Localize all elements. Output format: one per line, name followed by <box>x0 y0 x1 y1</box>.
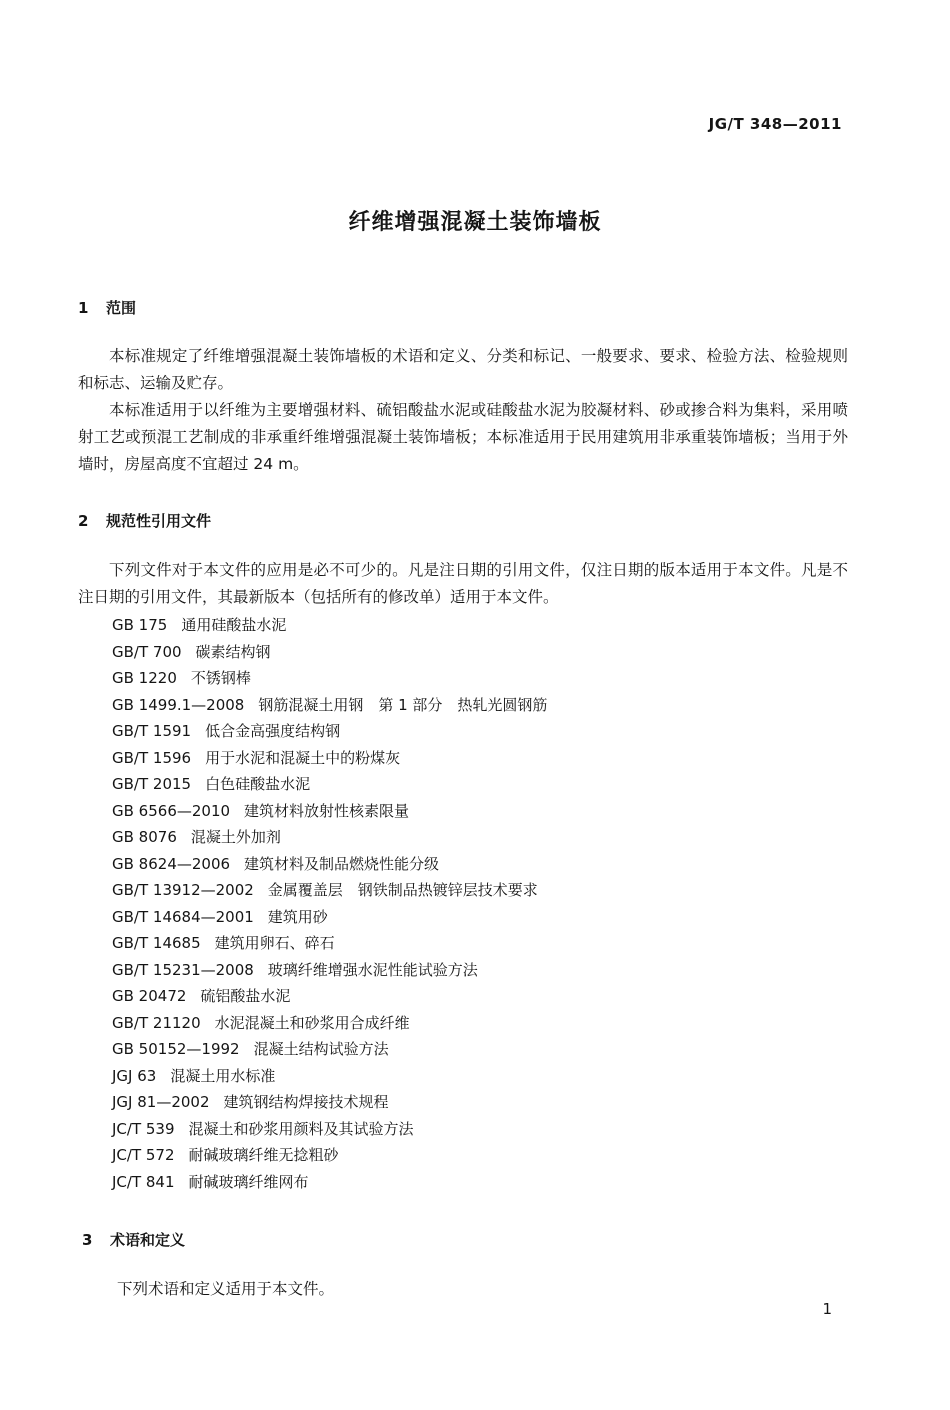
section-number: 1 <box>78 299 89 317</box>
section-number: 2 <box>78 512 89 530</box>
reference-title: 钢筋混凝土用钢 第 1 部分 热轧光圆钢筋 <box>258 695 548 714</box>
reference-code: GB 8076 <box>112 828 177 846</box>
reference-item <box>112 957 547 984</box>
reference-code: GB 6566—2010 <box>112 801 231 820</box>
section-2-heading <box>78 510 211 531</box>
reference-code: GB/T 1596 <box>112 748 192 767</box>
section-title: 范围 <box>106 299 137 317</box>
section-number: 3 <box>82 1231 93 1249</box>
section-3-paragraph-1: 下列术语和定义适用于本文件。 <box>117 1280 335 1298</box>
reference-item <box>112 718 547 745</box>
reference-title: 建筑钢结构焊接技术规程 <box>223 1093 389 1111</box>
reference-item <box>112 824 547 851</box>
reference-title: 建筑用卵石、碎石 <box>214 934 335 952</box>
reference-item <box>112 745 547 772</box>
reference-item <box>112 612 547 639</box>
reference-title: 用于水泥和混凝土中的粉煤灰 <box>205 748 401 767</box>
reference-code: GB/T 21120 <box>112 1013 201 1032</box>
reference-item <box>112 983 547 1010</box>
reference-item <box>112 639 547 666</box>
reference-title: 混凝土外加剂 <box>190 828 281 846</box>
reference-item <box>112 877 547 904</box>
document-title: 纤维增强混凝土装饰墙板 <box>348 210 602 235</box>
reference-title: 建筑材料及制品燃烧性能分级 <box>244 854 440 873</box>
reference-code: GB 50152—1992 <box>112 1040 240 1058</box>
reference-title: 混凝土用水标准 <box>170 1066 276 1085</box>
reference-code: GB/T 1591 <box>112 722 192 740</box>
reference-code: GB/T 2015 <box>112 775 192 793</box>
reference-code: GB/T 13912—2002 <box>112 881 254 899</box>
reference-code: JGJ 81—2002 <box>112 1093 210 1111</box>
reference-item <box>112 1169 547 1196</box>
reference-code: GB 20472 <box>112 987 187 1005</box>
section-title: 规范性引用文件 <box>106 512 212 530</box>
reference-item <box>112 904 547 931</box>
reference-title: 耐碱玻璃纤维无捻粗砂 <box>188 1146 339 1164</box>
reference-code: GB 8624—2006 <box>112 854 231 873</box>
reference-item <box>112 1116 547 1143</box>
reference-item <box>112 1036 547 1063</box>
reference-title: 通用硅酸盐水泥 <box>181 616 287 634</box>
reference-code: GB/T 700 <box>112 642 182 661</box>
reference-item <box>112 930 547 957</box>
reference-item <box>112 1142 547 1169</box>
reference-code: GB/T 14685 <box>112 934 201 952</box>
section-1-paragraph-2: 本标准适用于以纤维为主要增强材料、硫铝酸盐水泥或硅酸盐水泥为胶凝材料、砂或掺合料为集料，采用喷射工艺或预混工艺制成的非承重纤维增强混凝土装饰墙板；本标准适用于民用建筑用非承重装饰墙板；当用于外墙时，房屋高度不宜超过 24 m。 <box>78 401 848 473</box>
page-number: 1 <box>822 1300 832 1318</box>
reference-title: 耐碱玻璃纤维网布 <box>188 1172 309 1191</box>
reference-item <box>112 771 547 798</box>
section-1-heading <box>78 297 136 318</box>
reference-title: 不锈钢棒 <box>190 669 251 687</box>
reference-code: JC/T 572 <box>112 1146 175 1164</box>
reference-code: GB 1220 <box>112 669 177 687</box>
reference-code: GB/T 15231—2008 <box>112 960 254 979</box>
reference-title: 水泥混凝土和砂浆用合成纤维 <box>214 1013 410 1032</box>
section-1-paragraph-1: 本标准规定了纤维增强混凝土装饰墙板的术语和定义、分类和标记、一般要求、要求、检验方法、检验规则和标志、运输及贮存。 <box>78 347 848 392</box>
reference-code: JC/T 841 <box>112 1172 175 1191</box>
standard-code: JG/T 348—2011 <box>708 115 842 133</box>
reference-item <box>112 798 547 825</box>
reference-title: 金属覆盖层 钢铁制品热镀锌层技术要求 <box>267 881 538 899</box>
reference-title: 建筑用砂 <box>267 907 328 926</box>
section-2-paragraph-1: 下列文件对于本文件的应用是必不可少的。凡是注日期的引用文件，仅注日期的版本适用于本文件。凡是不注日期的引用文件，其最新版本（包括所有的修改单）适用于本文件。 <box>78 561 848 606</box>
reference-title: 玻璃纤维增强水泥性能试验方法 <box>267 960 478 979</box>
reference-item <box>112 1010 547 1037</box>
reference-title: 建筑材料放射性核素限量 <box>244 801 410 820</box>
reference-title: 碳素结构钢 <box>195 642 271 661</box>
reference-title: 混凝土和砂浆用颜料及其试验方法 <box>188 1119 414 1138</box>
reference-code: JC/T 539 <box>112 1119 175 1138</box>
reference-item <box>112 665 547 692</box>
reference-code: GB 175 <box>112 616 168 634</box>
reference-title: 白色硅酸盐水泥 <box>205 775 311 793</box>
section-title: 术语和定义 <box>110 1231 186 1249</box>
section-3-heading <box>82 1229 185 1250</box>
reference-code: GB 1499.1—2008 <box>112 695 245 714</box>
reference-title: 硫铝酸盐水泥 <box>200 987 291 1005</box>
reference-item <box>112 851 547 878</box>
reference-item <box>112 692 547 719</box>
reference-title: 混凝土结构试验方法 <box>253 1040 389 1058</box>
reference-item <box>112 1089 547 1116</box>
reference-code: GB/T 14684—2001 <box>112 907 254 926</box>
normative-references-list <box>112 612 547 1195</box>
reference-title: 低合金高强度结构钢 <box>205 722 341 740</box>
reference-code: JGJ 63 <box>112 1066 157 1085</box>
reference-item <box>112 1063 547 1090</box>
